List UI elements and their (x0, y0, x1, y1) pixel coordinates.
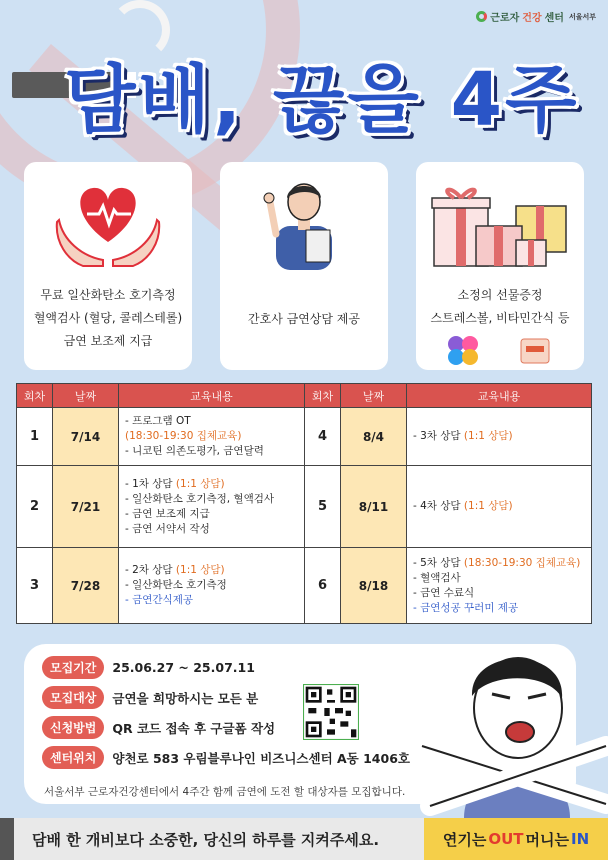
benefit-card-gifts: 소정의 선물증정 스트레스볼, 비타민간식 등 (416, 162, 584, 370)
footer-slogan: 담배 한 개비보다 소중한, 당신의 하루를 지켜주세요. (0, 818, 424, 860)
vitamin-snack-icon (520, 338, 550, 364)
header-date: 날짜 (53, 384, 119, 408)
header-session: 회차 (305, 384, 341, 408)
info-target: 모집대상 금연을 희망하시는 모든 분 (42, 686, 258, 709)
session-content: - 프로그램 OT (18:30-19:30 집체교육) - 니코틴 의존도평가, 금연달력 (119, 408, 305, 466)
session-content: - 3차 상담 (1:1 상담) (407, 408, 592, 466)
logo-icon (476, 11, 487, 22)
schedule-table (16, 383, 592, 624)
info-location: 센터위치 양천로 583 우림블루나인 비즈니스센터 A동 1406호 (42, 746, 410, 769)
qr-code-icon[interactable] (303, 684, 359, 740)
benefit-card-counseling: 간호사 금연상담 제공 (220, 162, 388, 370)
smoke-icon (110, 0, 170, 60)
info-method: 신청방법 QR 코드 접속 후 구글폼 작성 (42, 716, 275, 739)
header-session: 회차 (17, 384, 53, 408)
session-content: - 5차 상담 (18:30-19:30 집체교육) - 혈액검사 - 금연 수료식 - 금연성공 꾸러미 제공 (407, 548, 592, 624)
footer-tagline: 연기는 OUT 머니는 IN (424, 818, 608, 860)
hands-heart-icon (53, 176, 163, 268)
table-row: 1 7/14 - 프로그램 OT (18:30-19:30 집체교육) - 니코틴 의존도평가, 금연달력 4 8/4 - 3차 상담 (1:1 상담) (17, 408, 592, 466)
table-row: 2 7/21 - 1차 상담 (1:1 상담) - 일산화탄소 호기측정, 혈액검사 - 금연 보조제 지급 - 금연 서약서 작성 5 8/11 - 4차 상담 (1:1 상담) (17, 466, 592, 548)
recruitment-info: 모집기간 25.06.27 ~ 25.07.11 모집대상 금연을 희망하시는 모든 분 신청방법 QR 코드 접속 후 구글폼 작성 센터위치 양천로 583 우림블루나인 비즈니스센터 A동 1406호 서울서부 근로자건강센터에서 4주간 함께 금연에 도전 할 대상자를 모집합니다. (24, 644, 576, 804)
header-date: 날짜 (341, 384, 407, 408)
stress-ball-icon (446, 334, 480, 366)
center-logo: 근로자 건강 센터 서울서부 (476, 9, 596, 24)
session-content: - 2차 상담 (1:1 상담) - 일산화탄소 호기측정 - 금연간식제공 (119, 548, 305, 624)
info-period: 모집기간 25.06.27 ~ 25.07.11 (42, 656, 255, 679)
page-title: 담배, 끊을 4주 (64, 57, 580, 143)
session-content: - 1차 상담 (1:1 상담) - 일산화탄소 호기측정, 혈액검사 - 금연 보조제 지급 - 금연 서약서 작성 (119, 466, 305, 548)
table-row: 3 7/28 - 2차 상담 (1:1 상담) - 일산화탄소 호기측정 - 금연간식제공 6 8/18 - 5차 상담 (18:30-19:30 집체교육) - 혈액검사 - 금연 수료식 - 금연성공 꾸러미 제공 (17, 548, 592, 624)
gift-boxes-icon (430, 184, 570, 268)
footer-stripe (0, 818, 14, 860)
crossed-arms-character-icon (420, 636, 608, 818)
benefit-card-tests: 무료 일산화탄소 호기측정 혈액검사 (혈당, 콜레스테롤) 금연 보조제 지급 (24, 162, 192, 370)
nurse-icon (254, 172, 354, 272)
footer-banner (0, 818, 608, 860)
header-content: 교육내용 (407, 384, 592, 408)
session-content: - 4차 상담 (1:1 상담) (407, 466, 592, 548)
header-content: 교육내용 (119, 384, 305, 408)
